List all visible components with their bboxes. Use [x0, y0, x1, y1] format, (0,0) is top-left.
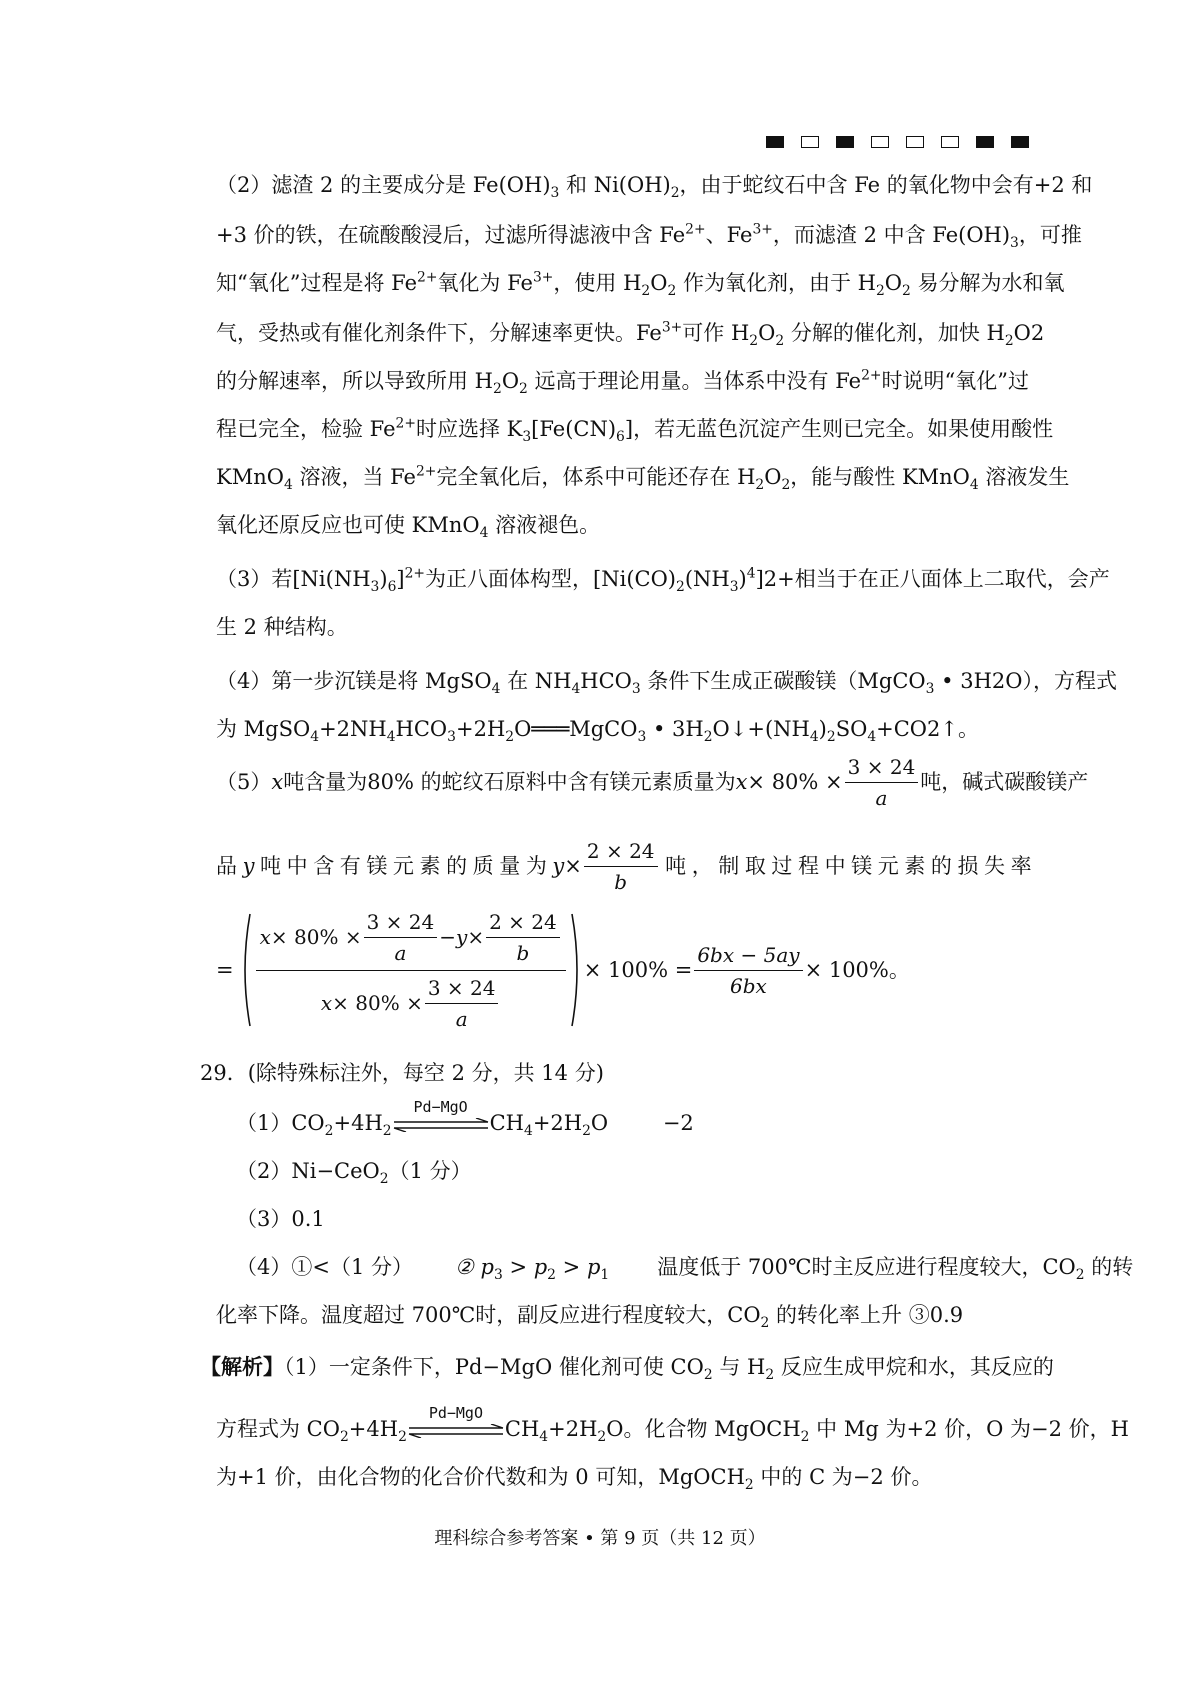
var-x: x — [271, 770, 284, 794]
q28-p5-text: × 80% × — [747, 770, 843, 794]
analysis-label: 【解析】 — [200, 1354, 284, 1379]
fraction-3x24-a: $\frac{3 \times 24}{a}$ — [845, 754, 919, 811]
q28-p2-line3: 知“氧化”过程是将 $Fe^{2+}$氧化为 $Fe^{3+}$，使用 $H_2O_2$ 作为氧化剂，由于 $H_2O_2$ 易分解为水和氧 — [216, 269, 1065, 299]
q28-p4-line2: 为 $MgSO_4+2NH_4HCO_3+2H_2O═══MgCO_3$ • $3H_2O↓+(NH_4)_2SO_4+CO2↑$。 — [216, 717, 980, 745]
left-paren — [238, 912, 252, 1028]
reversible-arrow-icon: Pd−MgO — [407, 1416, 505, 1446]
q29-analysis-line2: 方程式为 $CO_2+4H_2$ Pd−MgO $CH_4+2H_2O$。化合物 MgOCH$_2$ 中 Mg 为+2 价，O 为−2 价，H — [216, 1403, 1129, 1445]
big-fraction: x × 80% × $\frac{3 \times 24}{a}$ − y × $\frac{2 \times 24}{b}$ x × 80% × $\frac{3 \times 24}{a}$ — [256, 909, 566, 1032]
result-fraction: $\frac{6bx - 5ay}{6bx}$ — [694, 942, 802, 999]
period: 。 — [888, 958, 910, 982]
fraction-2x24-b: $\frac{2 \times 24}{b}$ — [584, 838, 658, 895]
var-x: x — [735, 770, 748, 794]
header-mark — [906, 136, 924, 148]
reversible-arrow-icon: Pd−MgO — [392, 1110, 490, 1140]
q29-answer4-line1: （4）①<（1 分） ② $p_3 > p_2 > p_1$ 温度低于 700℃时主反应进行程度较大，$CO_2$ 的转 — [236, 1255, 1134, 1283]
q28-p2-line2: +3 价的铁，在硫酸酸浸后，过滤所得滤液中含 $Fe^{2+}$、$Fe^{3+}$，而滤渣 2 中含 $Fe(OH)_3$，可推 — [216, 221, 1082, 251]
q29-answer1: $(1)CO_2+4H_2$ Pd−MgO $CH_4+2H_2O -2$ — [236, 1097, 694, 1139]
q29-analysis-line3: 为+1 价，由化合物的化合价代数和为 0 可知，MgOCH$_2$ 中的 C 为−2 价。 — [216, 1465, 933, 1493]
equals-sign: = — [216, 958, 234, 982]
q28-p2-line1: （2）滤渣 2 的主要成分是 $Fe(OH)_3$ 和 $Ni(OH)_2$，由于蛇纹石中含 Fe 的氧化物中会有+2 和 — [216, 173, 1093, 201]
times-100-end: × 100% — [804, 958, 889, 982]
q28-p2-line4: 气，受热或有催化剂条件下，分解速率更快。$Fe^{3+}$可作 $H_2O_2$ 分解的催化剂，加快 $H_2O2$ — [216, 319, 1045, 349]
q28-p5-line1 — [216, 752, 1089, 812]
header-mark — [976, 136, 994, 148]
right-paren — [570, 912, 584, 1028]
q28-p5-text: 吨含量为80% 的蛇纹石原料中含有镁元素质量为 — [283, 770, 736, 794]
q28-p5-label: （5） — [216, 770, 272, 794]
q29-answer1-value: −2 — [662, 1111, 694, 1135]
times-100: × 100% = — [583, 958, 693, 982]
q28-p5-line2: 品 y 吨 中 含 有 镁 元 素 的 质 量 为 y × $\frac{2 \times 24}{b}$ 吨 ， 制 取 过 程 中 镁 元 素 的 损 失 率 — [216, 838, 1032, 894]
q28-p2-line7: KMnO$_4$ 溶液，当 $Fe^{2+}$完全氧化后，体系中可能还存在 $H_2O_2$，能与酸性 KMnO$_4$ 溶液发生 — [216, 463, 1070, 493]
header-mark — [836, 136, 854, 148]
q28-p2-line6: 程已完全，检验 $Fe^{2+}$时应选择 $K_3[Fe(CN)_6]$，若无蓝色沉淀产生则已完全。如果使用酸性 — [216, 415, 1054, 445]
q28-p2-line8: 氧化还原反应也可使 KMnO$_4$ 溶液褪色。 — [216, 513, 601, 541]
header-mark — [941, 136, 959, 148]
q29-analysis-line1: 【解析】（1）一定条件下，Pd−MgO 催化剂可使 $CO_2$ 与 $H_2$ 反应生成甲烷和水，其反应的 — [200, 1354, 1054, 1383]
header-mark — [766, 136, 784, 148]
q28-p4-line1: （4）第一步沉镁是将 MgSO$_4$ 在 $NH_4HCO_3$ 条件下生成正碳酸镁（MgCO$_3$ • 3H2O），方程式 — [216, 669, 1117, 697]
header-mark — [1011, 136, 1029, 148]
header-marks — [766, 136, 1029, 148]
q28-p2-line5: 的分解速率，所以导致所用 $H_2O_2$ 远高于理论用量。当体系中没有 $Fe^{2+}$时说明“氧化”过 — [216, 367, 1029, 397]
header-mark — [801, 136, 819, 148]
header-mark — [871, 136, 889, 148]
q28-p3-line2: 生 2 种结构。 — [216, 615, 348, 639]
q28-p5-text: 吨，碱式碳酸镁产 — [920, 770, 1089, 794]
q29-answer4-line2: 化率下降。温度超过 700℃时，副反应进行程度较大，$CO_2$ 的转化率上升 ③0.9 — [216, 1303, 964, 1331]
q29-heading: 29．(除特殊标注外，每空 2 分，共 14 分) — [200, 1061, 604, 1085]
q29-answer2: （2）Ni−CeO$_2$（1 分） — [236, 1159, 472, 1187]
q28-p3-line1: （3）若$[Ni(NH_3)_6]^{2+}$为正八面体构型，$[Ni(CO)_2(NH_3)^4]2+$相当于在正八面体上二取代，会产 — [216, 565, 1110, 595]
q29-answer3: （3）0.1 — [236, 1207, 325, 1231]
q28-p5-equation — [216, 910, 1032, 1030]
page-footer: 理科综合参考答案 • 第 9 页（共 12 页） — [434, 1528, 766, 1549]
